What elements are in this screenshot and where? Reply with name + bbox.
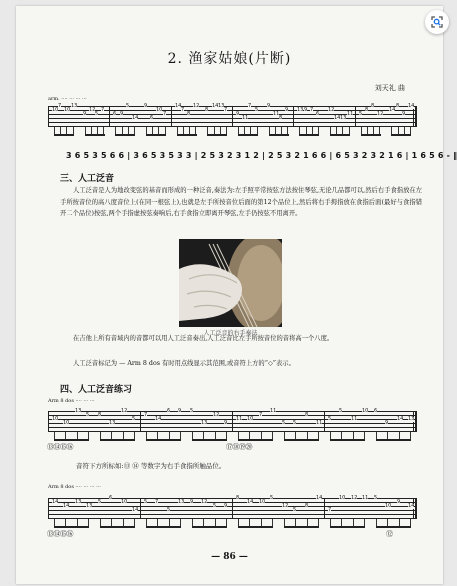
tab-fret-number: 12 bbox=[201, 499, 208, 505]
note-beam bbox=[146, 526, 181, 528]
guitar-harmonic-photo bbox=[179, 239, 282, 327]
piece-title: 2. 渔家姑娘(片断) bbox=[167, 51, 292, 67]
tab-fret-number: 13 bbox=[178, 499, 185, 505]
tab-fret-number: 5 bbox=[86, 412, 90, 418]
tab-fret-number: 5 bbox=[282, 420, 286, 426]
section4-heading: 四、人工泛音练习 bbox=[60, 385, 133, 395]
tab-fret-number: 9 bbox=[190, 499, 194, 505]
tab-fret-number: 13 bbox=[201, 420, 208, 426]
note-beam bbox=[376, 439, 411, 441]
note-beam bbox=[192, 526, 227, 528]
section3-paragraph-3: 人工泛音标记为 — Arm 8 dos 有时用点线显示其范围,或音符上方的“◇”表示。 bbox=[73, 360, 295, 367]
tab-fret-number: 5 bbox=[95, 111, 99, 117]
tab-fret-number: 12 bbox=[328, 107, 335, 113]
hand-photo-illustration bbox=[179, 239, 282, 327]
tab-fret-number: 13 bbox=[75, 499, 82, 505]
note-beam bbox=[391, 134, 411, 136]
note-beam bbox=[269, 134, 289, 136]
tab-fret-number: 14 bbox=[408, 503, 415, 509]
tab-fret-number: 6 bbox=[316, 111, 320, 117]
barline bbox=[324, 498, 325, 519]
tab-fret-number: 8 bbox=[98, 412, 102, 418]
tab-fret-number: 5 bbox=[270, 495, 274, 501]
tab-fret-number: 8 bbox=[305, 412, 309, 418]
tab-fret-number: 12 bbox=[282, 503, 289, 509]
tab-fret-number: 5 bbox=[374, 495, 378, 501]
barline bbox=[48, 106, 49, 127]
tab-fret-number: 7 bbox=[101, 107, 105, 113]
note-beam bbox=[361, 134, 381, 136]
tab-fret-number: 6 bbox=[109, 495, 113, 501]
tab-fret-number: 11 bbox=[362, 495, 369, 501]
lens-icon[interactable] bbox=[425, 10, 449, 34]
tab-fret-number: 5 bbox=[98, 499, 102, 505]
page-number: — 86 — bbox=[211, 552, 248, 562]
tab-fret-number: 9 bbox=[385, 420, 389, 426]
tab-staff-1 bbox=[48, 103, 416, 131]
tab-fret-number: 14 bbox=[212, 103, 219, 109]
tab-fret-number: 11 bbox=[347, 111, 354, 117]
tab-fret-number: 5 bbox=[190, 408, 194, 414]
tab-fret-number: 7 bbox=[224, 107, 228, 113]
tab-fret-number: 8 bbox=[365, 107, 369, 113]
note-beam bbox=[115, 134, 135, 136]
tab-fret-number: 10 bbox=[63, 420, 70, 426]
tab-fret-number: 9 bbox=[144, 103, 148, 109]
tab-fret-number: 7 bbox=[155, 499, 159, 505]
exercise2-marking: Arm 8 dos ···· ··· ··· ··· bbox=[48, 484, 101, 490]
tab-fret-number: 14 bbox=[389, 107, 396, 113]
tab-fret-number: 13 bbox=[297, 107, 304, 113]
tab-fret-number: 9 bbox=[402, 111, 406, 117]
note-beam bbox=[284, 439, 319, 441]
footnote: 音符下方所标如:⑬ ⑭ 等数字为右手食指所触品位。 bbox=[76, 462, 226, 470]
exercise1-left-fingering: ⑬⑭⑮⑯ bbox=[47, 443, 73, 451]
tab-fret-number: 5 bbox=[293, 507, 297, 513]
section3-paragraph-2: 在吉他上所有音域内的音都可以用人工泛音奏出,人工泛音比左手所按音位的音将高一个八度。 bbox=[73, 335, 334, 342]
tab-fret-number: 7 bbox=[181, 107, 185, 113]
tab-fret-number: 14 bbox=[334, 115, 341, 121]
photo-caption: 人工泛音的右手奏法 bbox=[203, 330, 258, 337]
tab-fret-number: 11 bbox=[270, 408, 277, 414]
barline bbox=[413, 106, 414, 127]
barline bbox=[415, 106, 417, 127]
tab-staff-2 bbox=[48, 408, 416, 436]
barline bbox=[232, 411, 233, 432]
tab-fret-number: 9 bbox=[397, 499, 401, 505]
tab-fret-number: 7 bbox=[58, 103, 62, 109]
barline bbox=[232, 106, 233, 127]
tab-fret-number: 8 bbox=[205, 107, 209, 113]
barline bbox=[355, 106, 356, 127]
note-beam bbox=[100, 526, 135, 528]
tab-fret-number: 14 bbox=[63, 503, 70, 509]
exercise2-left-fingering: ⑬⑭⑮⑯ bbox=[47, 530, 73, 538]
tab-fret-number: 14 bbox=[316, 495, 323, 501]
note-beam bbox=[238, 134, 258, 136]
exercise1-right-fingering: ⑰⑱⑲⑳ bbox=[226, 443, 252, 451]
tab-fret-number: 10 bbox=[259, 499, 266, 505]
tab-fret-number: 5 bbox=[359, 111, 363, 117]
barline bbox=[48, 411, 49, 432]
tab-fret-number: 13 bbox=[75, 408, 82, 414]
note-beam bbox=[238, 526, 273, 528]
tab-fret-number: 11 bbox=[273, 111, 280, 117]
jianpu-notation: 3 6 5 3 5 6 6 | 3 6 5 3 5 3 3 | 2 5 3 2 3 1 2 | 2 5 3 2 1 6 6 | 6 5 3 2 3 2 1 6 | 1 6 5 6 - ‖ bbox=[66, 151, 457, 160]
tab-fret-number: 5 bbox=[255, 107, 259, 113]
note-beam bbox=[85, 134, 105, 136]
exercise2-right-fingering: ⑫ bbox=[386, 530, 393, 538]
tab-fret-number: 13 bbox=[340, 115, 347, 121]
tab-fret-number: 9 bbox=[267, 103, 271, 109]
tab-fret-number: 10 bbox=[385, 503, 392, 509]
tab-fret-number: 8 bbox=[236, 495, 240, 501]
note-beam bbox=[192, 439, 227, 441]
tab-fret-number: 11 bbox=[242, 115, 249, 121]
tab-fret-number: 9 bbox=[236, 111, 240, 117]
tab-staff-3 bbox=[48, 495, 416, 523]
tab-fret-number: 13 bbox=[86, 503, 93, 509]
barline bbox=[293, 106, 294, 127]
tab-fret-number: 14 bbox=[247, 499, 254, 505]
tab-fret-number: 12 bbox=[213, 412, 220, 418]
tab-fret-number: 8 bbox=[305, 503, 309, 509]
composer-credit: 刘天礼 曲 bbox=[374, 84, 405, 92]
tab-fret-number: 6 bbox=[150, 115, 154, 121]
tab-fret-number: 5 bbox=[328, 416, 332, 422]
tab-fret-number: 14 bbox=[408, 103, 415, 109]
tab-fret-number: 11 bbox=[316, 420, 323, 426]
tab-fret-number: 13 bbox=[109, 420, 116, 426]
barline bbox=[140, 411, 141, 432]
tab-fret-number: 9 bbox=[178, 408, 182, 414]
tab-fret-number: 12 bbox=[121, 408, 128, 414]
tab-fret-number: 5 bbox=[213, 503, 217, 509]
tab-fret-number: 5 bbox=[339, 408, 343, 414]
tab-fret-number: 9 bbox=[285, 107, 289, 113]
tab-fret-number: 7 bbox=[310, 107, 314, 113]
tab-fret-number: 10 bbox=[156, 107, 163, 113]
tab-fret-number: 7 bbox=[328, 507, 332, 513]
tab-fret-number: 14 bbox=[175, 103, 182, 109]
tab-fret-number: 14 bbox=[397, 416, 404, 422]
tab-fret-number: 10 bbox=[64, 107, 71, 113]
barline bbox=[171, 106, 172, 127]
tab-fret-number: 7 bbox=[163, 111, 167, 117]
tab-fret-number: 11 bbox=[351, 416, 358, 422]
tab-fret-number: 9 bbox=[224, 503, 228, 509]
tab-fret-number: 7 bbox=[248, 103, 252, 109]
barline bbox=[140, 498, 141, 519]
barline bbox=[48, 498, 49, 519]
tab-fret-number: 6 bbox=[167, 408, 171, 414]
tab-fret-number: 10 bbox=[121, 499, 128, 505]
tab-fret-number: 8 bbox=[187, 111, 191, 117]
tab-fret-number: 9 bbox=[120, 111, 124, 117]
tab-fret-number: 5 bbox=[167, 507, 171, 513]
tab-fret-number: 8 bbox=[371, 103, 375, 109]
tab-fret-number: 14 bbox=[155, 416, 162, 422]
note-beam bbox=[146, 439, 181, 441]
tab-fret-number: 7 bbox=[144, 412, 148, 418]
tab-fret-number: 7 bbox=[259, 412, 263, 418]
tab-fret-number: 13 bbox=[218, 103, 225, 109]
tab-fret-number: 13 bbox=[408, 416, 415, 422]
barline bbox=[415, 498, 417, 519]
tab-fret-number: 5 bbox=[126, 103, 130, 109]
tab-fret-number: 12 bbox=[377, 111, 384, 117]
tab-fret-number: 5 bbox=[132, 416, 136, 422]
lens-icon-glyph bbox=[430, 15, 444, 29]
note-beam bbox=[330, 526, 365, 528]
tab-fret-number: 8 bbox=[279, 115, 283, 121]
note-beam bbox=[177, 134, 197, 136]
tab-fret-number: 9 bbox=[224, 420, 228, 426]
barline bbox=[324, 411, 325, 432]
tab-fret-number: 10 bbox=[362, 408, 369, 414]
tab-fret-number: 10 bbox=[339, 495, 346, 501]
note-beam bbox=[207, 134, 227, 136]
note-beam bbox=[54, 439, 89, 441]
tab-fret-number: 10 bbox=[52, 107, 59, 113]
note-beam bbox=[299, 134, 319, 136]
note-beam bbox=[284, 526, 319, 528]
section3-paragraph-1: 人工泛音是人为地改变弦的基音而形成的一种泛音,奏法为:左手照平常按弦方法按住琴弦,无论几品都可以,然后右手食指放在左手所按音位的高八度音位上(在同一根弦上),也就是左手所按音位后面的第12个品位上,然后将右手拇指放在食指后面(最好与食指错开二个品位)按弦,两个手指虚按弦奏响后,右手食指立即离开琴弦,左手仍按弦不用离开。 bbox=[60, 187, 422, 217]
tab-fret-number: 10 bbox=[52, 416, 59, 422]
section3-heading: 三、人工泛音 bbox=[60, 174, 115, 184]
tab-fret-number: 14 bbox=[132, 507, 139, 513]
barline bbox=[415, 411, 417, 432]
exercise1-marking: Arm 8 dos ···· ··· ··· bbox=[48, 398, 95, 404]
note-beam bbox=[376, 526, 411, 528]
note-beam bbox=[54, 526, 89, 528]
tab-fret-number: 12 bbox=[351, 495, 358, 501]
note-beam bbox=[54, 134, 74, 136]
tab-fret-number: 5 bbox=[144, 499, 148, 505]
note-beam bbox=[330, 134, 350, 136]
tab-fret-number: 10 bbox=[247, 416, 254, 422]
tab-fret-number: 11 bbox=[236, 416, 243, 422]
tab-fret-number: 13 bbox=[71, 103, 78, 109]
tab-fret-number: 14 bbox=[132, 115, 139, 121]
tab-fret-number: 12 bbox=[89, 107, 96, 113]
note-beam bbox=[100, 439, 135, 441]
tab-fret-number: 8 bbox=[396, 103, 400, 109]
tab-fret-number: 5 bbox=[293, 420, 297, 426]
tab-fret-number: 14 bbox=[52, 499, 59, 505]
tab-fret-number: 6 bbox=[113, 111, 117, 117]
barline bbox=[109, 106, 110, 127]
tab-fret-number: 9 bbox=[304, 107, 308, 113]
barline bbox=[232, 498, 233, 519]
tab-fret-number: 9 bbox=[83, 111, 87, 117]
tab-fret-number: 6 bbox=[374, 408, 378, 414]
note-beam bbox=[330, 439, 365, 441]
book-page bbox=[16, 6, 457, 584]
tab-fret-number: 12 bbox=[193, 103, 200, 109]
note-beam bbox=[146, 134, 166, 136]
tab-marking: arm. ···· ··· ··· ··· bbox=[48, 96, 87, 102]
note-beam bbox=[238, 439, 273, 441]
